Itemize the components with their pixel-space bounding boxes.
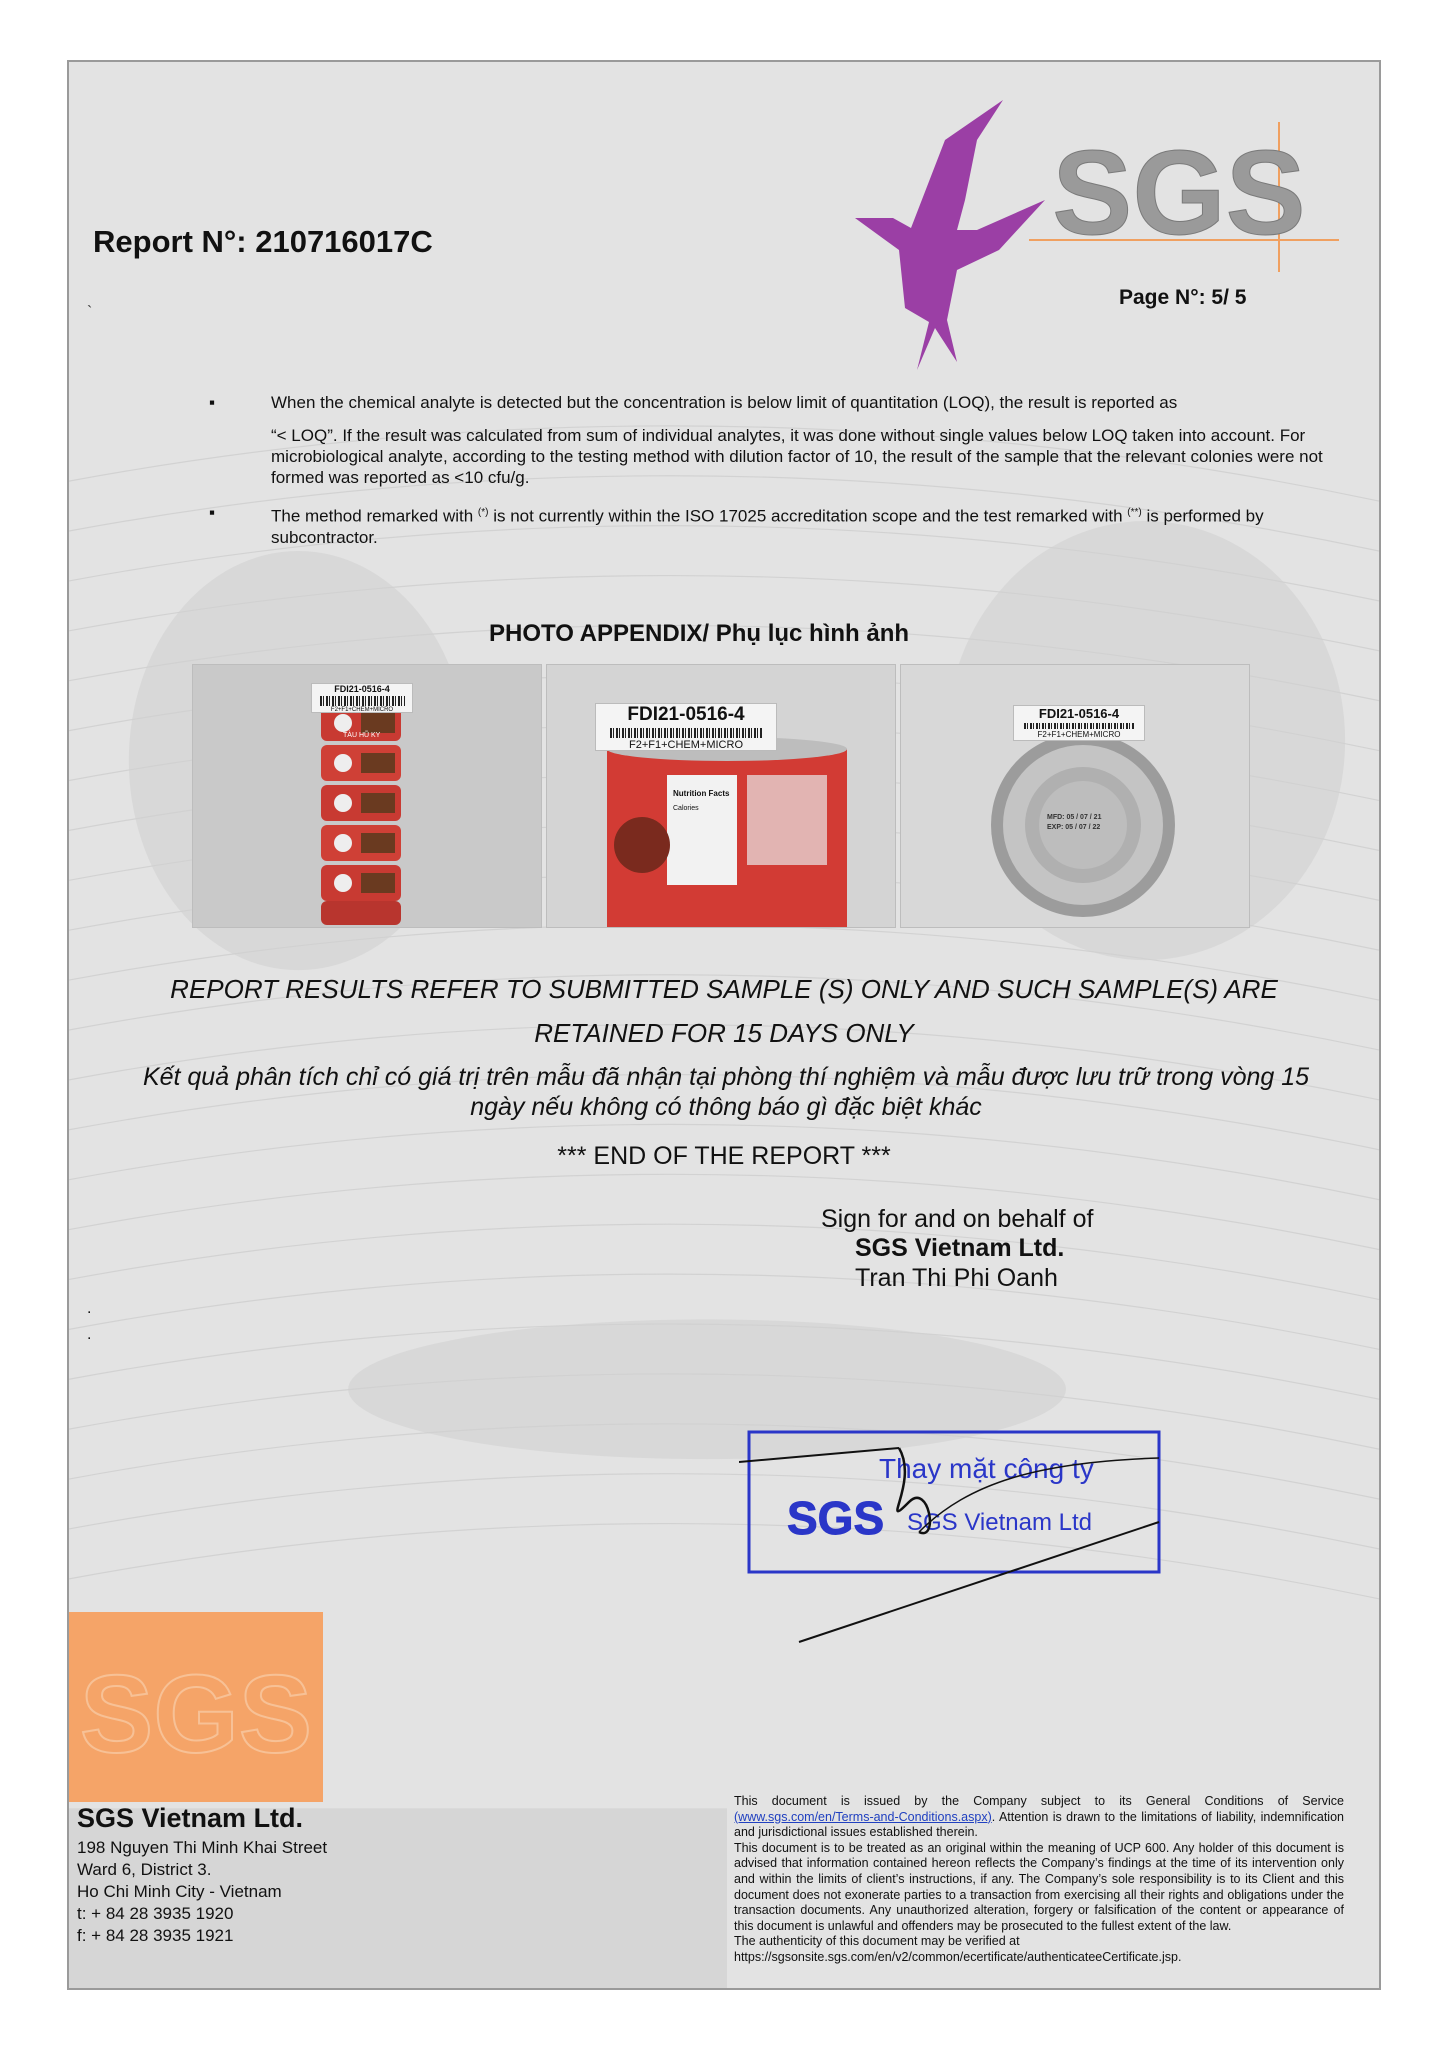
report-page bbox=[67, 60, 1381, 1990]
signer-name: Tran Thi Phi Oanh bbox=[855, 1264, 1058, 1292]
photo-appendix-title: PHOTO APPENDIX/ Phụ lục hình ảnh bbox=[489, 620, 910, 647]
photo-stacked-cans bbox=[192, 664, 542, 928]
note-loq-line1: When the chemical analyte is detected but the concentration is below limit of quantitation (LOQ), the result is reported as bbox=[271, 393, 1178, 412]
company-stamp bbox=[739, 1422, 1199, 1652]
disclaimer-line2: RETAINED FOR 15 DAYS ONLY bbox=[534, 1018, 914, 1048]
photo-can-side bbox=[546, 664, 896, 928]
bird-logo-icon bbox=[807, 100, 1047, 370]
sample-label: FDI21-0516-4 F2+F1+CHEM+MICRO bbox=[595, 703, 777, 751]
dot-mark: . bbox=[87, 1326, 92, 1343]
page-number: Page N°: 5/ 5 bbox=[1119, 286, 1247, 309]
stamp-logo: SGS bbox=[787, 1492, 885, 1544]
sgs-logo-top bbox=[1029, 122, 1339, 272]
stamp-text-bottom: SGS Vietnam Ltd bbox=[907, 1509, 1092, 1536]
sgs-logo-footer bbox=[69, 1612, 323, 1802]
sign-company: SGS Vietnam Ltd. bbox=[855, 1234, 1065, 1262]
note-loq bbox=[209, 392, 1359, 488]
bullet: ▪ bbox=[209, 503, 216, 522]
footer-company: SGS Vietnam Ltd. bbox=[77, 1803, 304, 1833]
nutrition-facts-text: Nutrition Facts bbox=[673, 789, 730, 798]
dot-mark: . bbox=[87, 1300, 92, 1317]
sample-label: FDI21-0516-4 F2+F1+CHEM+MICRO bbox=[311, 683, 413, 713]
svg-text:SGS: SGS bbox=[79, 1653, 313, 1776]
verify-url: https://sgsonsite.sgs.com/en/v2/common/ecertificate/authenticateeCertificate.jsp. bbox=[734, 1949, 1182, 1964]
sign-on-behalf: Sign for and on behalf of bbox=[821, 1205, 1094, 1233]
photo-can-lid bbox=[900, 664, 1250, 928]
disclaimer-vn: Kết quả phân tích chỉ có giá trị trên mẫu đã nhận tại phòng thí nghiệm và mẫu được lưu trữ trong vòng 15 ngày nếu không có thông báo gì đặc biệt khác bbox=[142, 1063, 1310, 1121]
report-number: Report N°: 210716017C bbox=[93, 224, 433, 259]
tick-mark: ` bbox=[87, 304, 93, 321]
notes-list bbox=[209, 392, 1359, 562]
calories-text: Calories bbox=[673, 805, 699, 812]
disclaimer-line1: REPORT RESULTS REFER TO SUBMITTED SAMPLE (S) ONLY AND SUCH SAMPLE(S) ARE bbox=[170, 974, 1278, 1004]
svg-text:TÀU HŨ KY: TÀU HŨ KY bbox=[343, 732, 381, 739]
footer-logo-box bbox=[69, 1612, 323, 1802]
lid-print: MFD: 05 / 07 / 21 EXP: 05 / 07 / 22 bbox=[1047, 814, 1102, 831]
footer-address: 198 Nguyen Thi Minh Khai Street Ward 6, District 3. Ho Chi Minh City - Vietnam t: + 84 28 3935 1920 f: + 84 28 3935 1921 bbox=[77, 1838, 328, 1945]
note-accreditation-text: The method remarked with (*) is not currently within the ISO 17025 accreditation scope and the test remarked with (**) is performed by subcontractor. bbox=[271, 506, 1264, 547]
note-loq-line2: “< LOQ”. If the result was calculated from sum of individual analytes, it was done without single values below LOQ taken into account. For microbiological analyte, according to the testing method with dilution factor of 10, the result of the sample that the relevant colonies were not formed was reported as <10 cfu/g. bbox=[271, 426, 1323, 487]
note-accreditation bbox=[209, 502, 1359, 548]
sgs-logo-text: SGS bbox=[1052, 126, 1306, 260]
stamp-text-top: Thay mặt công ty bbox=[879, 1453, 1094, 1484]
bullet: ▪ bbox=[209, 393, 216, 412]
end-of-report: *** END OF THE REPORT *** bbox=[557, 1142, 891, 1170]
terms-link[interactable]: (www.sgs.com/en/Terms-and-Conditions.aspx) bbox=[734, 1809, 992, 1824]
sample-label: FDI21-0516-4 F2+F1+CHEM+MICRO bbox=[1013, 705, 1145, 741]
terms-text: This document is issued by the Company subject to its General Conditions of Service (www.sgs.com/en/Terms-and-Conditions.aspx). Attention is drawn to the limitations of liability, indemnification and jurisdictional issues established therein. This document is to be treated as an original within the meaning of UCP 600. Any holder of this document is advised that information contained hereon reflects the Company’s findings at the time of its intervention only and within the limits of client’s instructions, if any. The Company’s sole responsibility is to its Client and this document does not exonerate parties to a transaction from exercising all their rights and obligations under the transaction documents. Any unauthorized alteration, forgery or falsification of the content or appearance of this document is unlawful and offenders may be prosecuted to the fullest extent of the law. The authenticity of this document may be verified at https://sgsonsite.sgs.com/en/v2/common/ecertificate/authenticateeCertificate.jsp. bbox=[734, 1794, 1344, 1964]
